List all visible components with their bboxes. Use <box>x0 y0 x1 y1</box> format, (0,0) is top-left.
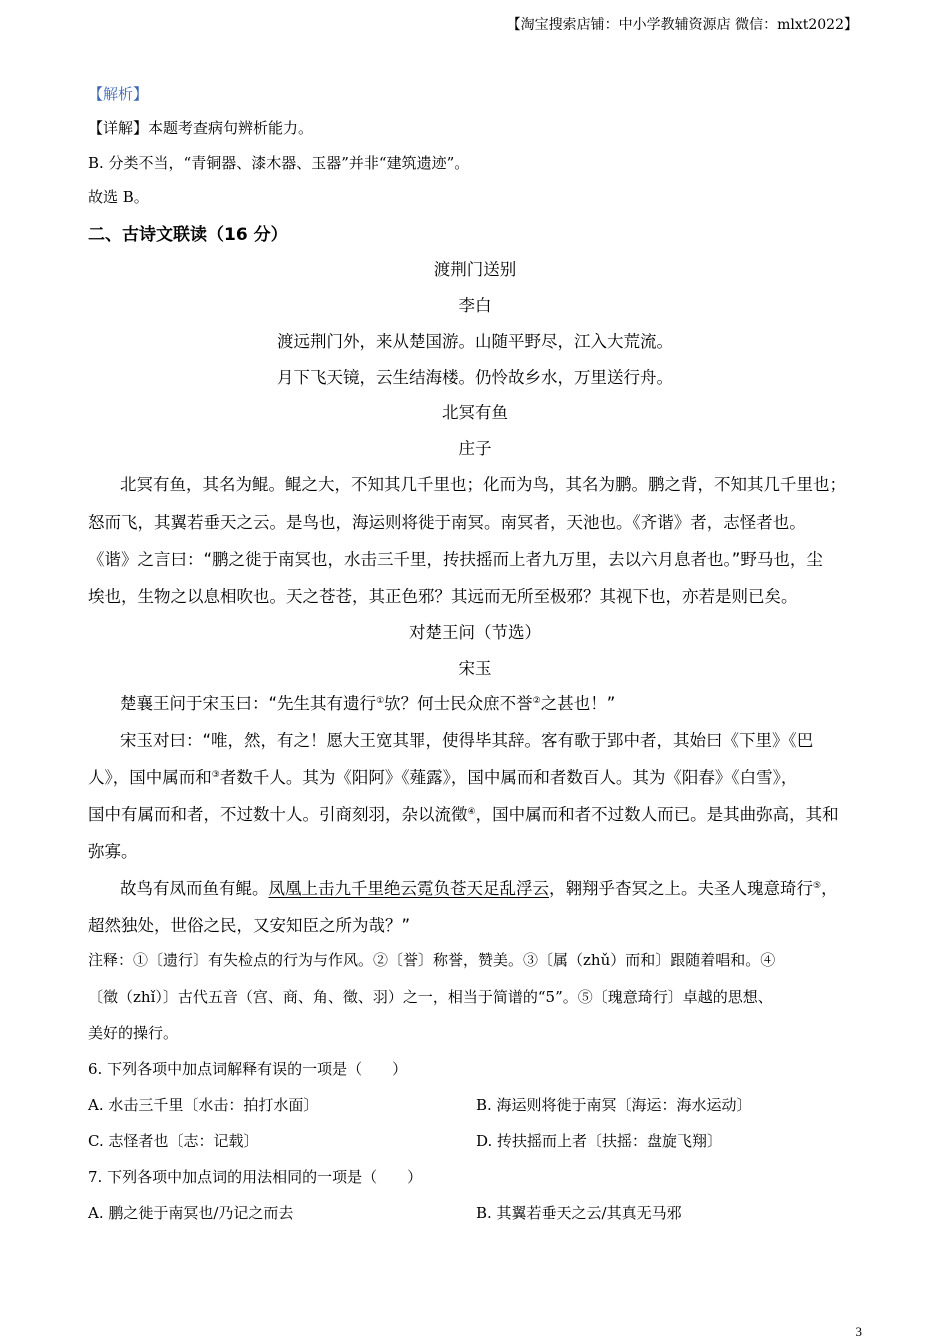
songyu-para-2-line-1: 宋玉对曰：“唯，然，有之！愿大王宽其罪，使得毕其辞。客有歌于郢中者，其始曰《下里》《巴 <box>120 731 814 750</box>
songyu-para-3-line-1 <box>120 875 838 899</box>
note-ref-5: ⑤ <box>813 881 822 891</box>
songyu-p1-text-a: 楚襄王问于宋玉曰：“先生其有遗行 <box>120 694 377 713</box>
zhuangzi-title: 北冥有鱼 <box>442 403 508 422</box>
zhuangzi-line-3: 《谐》之言曰：“鹏之徙于南冥也，水击三千里，抟扶摇而上者九万里，去以六月息者也。”野马也，尘 <box>88 550 823 569</box>
songyu-p3-text-b: ，翱翔乎杳冥之上。夫圣人瑰意琦行 <box>549 879 813 898</box>
q7-stem: 7. 下列各项中加点词的用法相同的一项是（ ） <box>88 1168 423 1186</box>
songyu-para-2-line-2 <box>88 764 797 788</box>
page-header: 【淘宝搜索店铺：中小学教辅资源店 微信：mlxt2022】 <box>506 17 858 33</box>
notes-line-1: 注释：①〔遗行〕有失检点的行为与作风。②〔誉〕称誉，赞美。③〔属（zhǔ）而和〕跟随着唱和。④ <box>88 951 776 969</box>
zhuangzi-line-1: 北冥有鱼，其名为鲲。鲲之大，不知其几千里也；化而为鸟，其名为鹏。鹏之背，不知其几千里也； <box>120 475 846 494</box>
songyu-p2-l3-text-b: ，国中属而和者不过数人而已。是其曲弥高，其和 <box>475 805 839 824</box>
note-ref-2: ② <box>532 696 541 706</box>
songyu-p2-l3-text-a: 国中有属而和者，不过数十人。引商刻羽，杂以流徵 <box>88 805 468 824</box>
songyu-p1-text-b: 欤？何士民众庶不誉 <box>384 694 533 713</box>
q6-option-d: D. 抟扶摇而上者〔扶摇：盘旋飞翔〕 <box>476 1132 723 1150</box>
songyu-para-1 <box>120 690 615 714</box>
underlined-sentence: 凤凰上击九千里绝云霓负苍天足乱浮云 <box>268 879 549 898</box>
analysis-tag: 【解析】 <box>88 85 149 103</box>
analysis-answer: 故选 B。 <box>88 188 149 206</box>
q6-option-a: A. 水击三千里〔水击：拍打水面〕 <box>88 1096 319 1114</box>
songyu-p2-l2-text-a: 人》，国中属而和 <box>88 768 212 787</box>
analysis-b-line: B. 分类不当，“青铜器、漆木器、玉器”并非“建筑遗迹”。 <box>88 154 470 172</box>
poem-line-2: 月下飞天镜，云生结海楼。仍怜故乡水，万里送行舟。 <box>277 368 673 387</box>
q7-option-b: B. 其翼若垂天之云/其真无马邪 <box>476 1204 682 1222</box>
songyu-para-2-line-4: 弥寡。 <box>88 842 138 861</box>
q7-option-a: A. 鹏之徙于南冥也/乃记之而去 <box>88 1204 294 1222</box>
q6-stem: 6. 下列各项中加点词解释有误的一项是（ ） <box>88 1060 408 1078</box>
songyu-p2-l2-text-b: 者数千人。其为《阳阿》《薤露》，国中属而和者数百人。其为《阳春》《白雪》， <box>219 768 798 787</box>
analysis-detail: 【详解】本题考查病句辨析能力。 <box>88 119 314 137</box>
songyu-p1-text-c: 之甚也！” <box>540 694 616 713</box>
zhuangzi-line-2: 怒而飞，其翼若垂天之云。是鸟也，海运则将徙于南冥。南冥者，天池也。《齐谐》者，志怪者也。 <box>88 513 806 532</box>
page-number: 3 <box>855 1324 862 1339</box>
note-ref-1: ① <box>376 696 385 706</box>
zhuangzi-line-4: 埃也，生物之以息相吹也。天之苍苍，其正色邪？其远而无所至极邪？其视下也，亦若是则已矣。 <box>88 587 798 606</box>
songyu-author: 宋玉 <box>458 659 492 678</box>
q6-option-b: B. 海运则将徙于南冥〔海运：海水运动〕 <box>476 1096 752 1114</box>
notes-line-3: 美好的操行。 <box>88 1024 179 1042</box>
section-title: 二、古诗文联读（16 分） <box>88 225 288 245</box>
poem-author: 李白 <box>458 296 492 315</box>
songyu-p3-text-c: ， <box>821 879 838 898</box>
songyu-para-3-line-2: 超然独处，世俗之民，又安知臣之所为哉？” <box>88 916 411 935</box>
songyu-title: 对楚王问（节选） <box>409 623 541 642</box>
poem-title: 渡荆门送别 <box>433 260 517 279</box>
songyu-p3-text-a: 故鸟有凤而鱼有鲲。 <box>120 879 269 898</box>
notes-line-2: 〔徵（zhǐ）〕古代五音（宫、商、角、徵、羽）之一，相当于简谱的“5”。⑤〔瑰意琦行〕卓越的思想、 <box>88 988 773 1006</box>
poem-line-1: 渡远荆门外，来从楚国游。山随平野尽，江入大荒流。 <box>277 332 673 351</box>
note-ref-4: ④ <box>467 807 476 817</box>
note-ref-3: ③ <box>211 770 220 780</box>
zhuangzi-author: 庄子 <box>458 439 492 458</box>
songyu-para-2-line-3 <box>88 801 839 825</box>
q6-option-c: C. 志怪者也〔志：记载〕 <box>88 1132 259 1150</box>
